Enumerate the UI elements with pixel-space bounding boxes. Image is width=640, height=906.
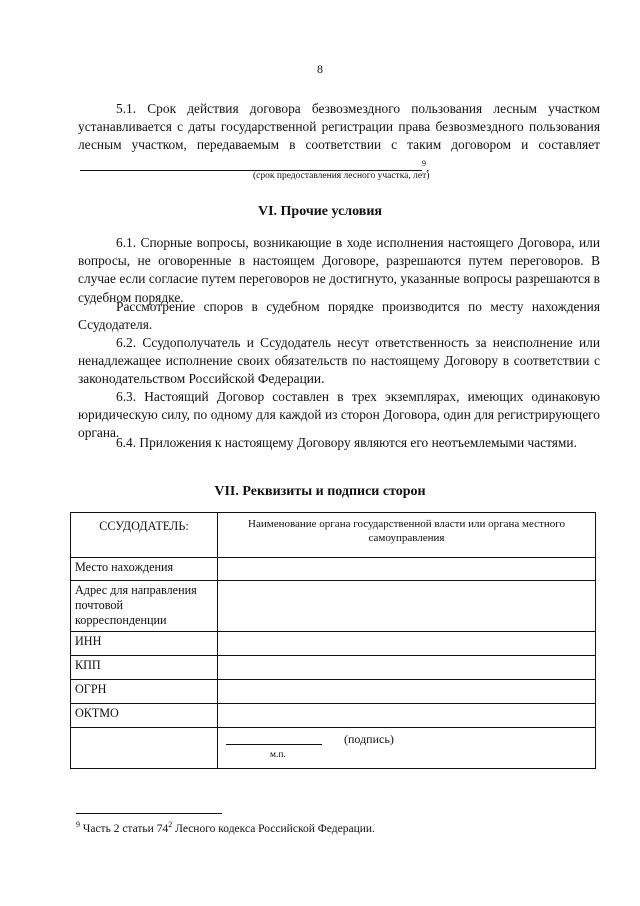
table-header-row (71, 513, 596, 558)
clause-5-1-end: . (426, 159, 430, 175)
kpp-value (218, 656, 596, 680)
clause-6-1: 6.1. Спорные вопросы, возникающие в ходе исполнения настоящего Договора, или вопросы, не оговоренные в настоящем Договоре, разрешаются путем переговоров. В случае если согласие путем переговоров не достигнуто, указанные вопросы разрешаются в судебном порядке. (78, 235, 600, 305)
lender-label: ССУДОДАТЕЛЬ: (71, 513, 218, 558)
footnote (76, 820, 375, 835)
section-6-heading: VI. Прочие условия (257, 204, 383, 219)
location-label: Место нахождения (71, 558, 218, 581)
signature-empty-cell (71, 728, 218, 769)
clause-5-1 (78, 100, 600, 176)
section-7-heading: VII. Реквизиты и подписи сторон (214, 484, 426, 499)
ogrn-value (218, 680, 596, 704)
clause-6-3: 6.3. Настоящий Договор составлен в трех экземплярах, имеющих одинаковую юридическую силу, по одному для каждой из сторон Договора, один для регистрирующего органа. (78, 389, 600, 441)
footnote-text-start: Часть 2 статьи 74 (82, 822, 169, 835)
table-row (71, 558, 596, 581)
oktmo-label: ОКТМО (71, 704, 218, 728)
mailing-address-value (218, 581, 596, 632)
table-row (71, 656, 596, 680)
requisites-table (70, 512, 596, 769)
ogrn-label: ОГРН (71, 680, 218, 704)
inn-value (218, 632, 596, 656)
kpp-label: КПП (71, 656, 218, 680)
table-row (71, 680, 596, 704)
stamp-label: м.п. (270, 750, 286, 760)
clause-6-4: 6.4. Приложения к настоящему Договору являются его неотъемлемыми частями. (116, 435, 577, 450)
footnote-superscript: 2 (168, 820, 173, 829)
oktmo-value (218, 704, 596, 728)
table-row (71, 632, 596, 656)
clause-6-2: 6.2. Ссудополучатель и Ссудодатель несут ответственность за неисполнение или ненадлежащее исполнение своих обязательств по настоящему Договору в соответствии с законодательством Российской Федерации. (78, 335, 600, 387)
disputes-paragraph: Рассмотрение споров в судебном порядке производится по месту нахождения Ссудодателя. (78, 299, 600, 333)
inn-label: ИНН (71, 632, 218, 656)
signature-cell (218, 728, 596, 769)
authority-name-label: Наименование органа государственной власти или органа местного самоуправления (218, 513, 596, 558)
mailing-address-label: Адрес для направления почтовой корреспонденции (71, 581, 218, 632)
term-blank-line (80, 158, 422, 171)
clause-5-1-text: 5.1. Срок действия договора безвозмездного пользования лесным участком устанавливается с даты государственной регистрации права безвозмездного пользования лесным участком, передаваемым в соответствии с таким договором и составляет (78, 101, 600, 153)
signature-label: (подпись) (344, 732, 394, 746)
location-value (218, 558, 596, 581)
footnote-ref: 9 (422, 158, 426, 168)
table-row (71, 704, 596, 728)
footnote-text-end: Лесного кодекса Российской Федерации. (172, 822, 375, 835)
footnote-number: 9 (76, 820, 80, 829)
signature-row (71, 728, 596, 769)
signature-line (226, 744, 322, 745)
term-blank-caption: (срок предоставления лесного участка, лет) (253, 171, 430, 181)
table-row (71, 581, 596, 632)
footnote-separator (76, 813, 222, 814)
page-number: 8 (317, 62, 323, 76)
